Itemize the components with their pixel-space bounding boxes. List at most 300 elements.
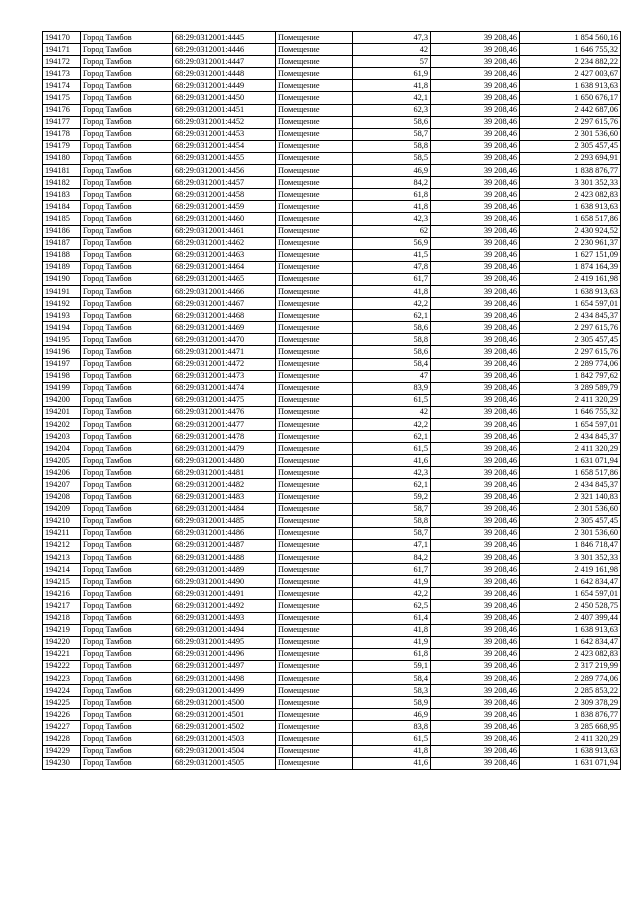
object-type-cell: Помещение [276,564,353,576]
row-id-cell: 194226 [43,709,81,721]
cadastral-number-cell: 68:29:0312001:4480 [173,455,276,467]
object-type-cell: Помещение [276,177,353,189]
row-id-cell: 194222 [43,660,81,672]
city-cell: Город Тамбов [81,733,173,745]
unit-price-cell: 39 208,46 [431,503,520,515]
area-cell: 62,5 [353,600,431,612]
cadastral-value-cell: 1 642 834,47 [520,636,621,648]
row-id-cell: 194227 [43,721,81,733]
unit-price-cell: 39 208,46 [431,709,520,721]
table-row [43,757,621,769]
row-id-cell: 194207 [43,479,81,491]
table-row [43,419,621,431]
city-cell: Город Тамбов [81,165,173,177]
row-id-cell: 194203 [43,431,81,443]
cadastral-number-cell: 68:29:0312001:4446 [173,44,276,56]
table-row [43,431,621,443]
cadastral-number-cell: 68:29:0312001:4458 [173,189,276,201]
row-id-cell: 194219 [43,624,81,636]
row-id-cell: 194183 [43,189,81,201]
object-type-cell: Помещение [276,140,353,152]
row-id-cell: 194215 [43,576,81,588]
object-type-cell: Помещение [276,406,353,418]
row-id-cell: 194193 [43,310,81,322]
area-cell: 61,5 [353,443,431,455]
cadastral-number-cell: 68:29:0312001:4452 [173,116,276,128]
cadastral-value-cell: 2 305 457,45 [520,334,621,346]
city-cell: Город Тамбов [81,358,173,370]
object-type-cell: Помещение [276,273,353,285]
table-row [43,80,621,92]
object-type-cell: Помещение [276,697,353,709]
table-row [43,322,621,334]
cadastral-number-cell: 68:29:0312001:4457 [173,177,276,189]
cadastral-value-cell: 2 427 003,67 [520,68,621,80]
object-type-cell: Помещение [276,576,353,588]
row-id-cell: 194188 [43,249,81,261]
area-cell: 42 [353,44,431,56]
cadastral-number-cell: 68:29:0312001:4464 [173,261,276,273]
row-id-cell: 194217 [43,600,81,612]
table-row [43,44,621,56]
city-cell: Город Тамбов [81,515,173,527]
area-cell: 61,7 [353,273,431,285]
row-id-cell: 194191 [43,285,81,297]
object-type-cell: Помещение [276,515,353,527]
cadastral-value-cell: 2 289 774,06 [520,358,621,370]
area-cell: 56,9 [353,237,431,249]
cadastral-number-cell: 68:29:0312001:4497 [173,660,276,672]
area-cell: 83,8 [353,721,431,733]
row-id-cell: 194171 [43,44,81,56]
table-row [43,285,621,297]
row-id-cell: 194208 [43,491,81,503]
table-row [43,443,621,455]
city-cell: Город Тамбов [81,406,173,418]
cadastral-value-cell: 1 646 755,32 [520,44,621,56]
table-row [43,527,621,539]
city-cell: Город Тамбов [81,225,173,237]
cadastral-value-cell: 2 442 687,06 [520,104,621,116]
cadastral-value-cell: 3 289 589,79 [520,382,621,394]
cadastral-number-cell: 68:29:0312001:4504 [173,745,276,757]
row-id-cell: 194206 [43,467,81,479]
object-type-cell: Помещение [276,322,353,334]
city-cell: Город Тамбов [81,636,173,648]
area-cell: 58,6 [353,322,431,334]
unit-price-cell: 39 208,46 [431,140,520,152]
row-id-cell: 194197 [43,358,81,370]
table-row [43,709,621,721]
table-row [43,56,621,68]
area-cell: 58,5 [353,152,431,164]
area-cell: 58,8 [353,515,431,527]
table-row [43,382,621,394]
table-row [43,660,621,672]
cadastral-number-cell: 68:29:0312001:4470 [173,334,276,346]
row-id-cell: 194229 [43,745,81,757]
cadastral-number-cell: 68:29:0312001:4502 [173,721,276,733]
unit-price-cell: 39 208,46 [431,358,520,370]
city-cell: Город Тамбов [81,80,173,92]
cadastral-number-cell: 68:29:0312001:4463 [173,249,276,261]
city-cell: Город Тамбов [81,261,173,273]
cadastral-number-cell: 68:29:0312001:4482 [173,479,276,491]
cadastral-number-cell: 68:29:0312001:4473 [173,370,276,382]
row-id-cell: 194223 [43,672,81,684]
cadastral-number-cell: 68:29:0312001:4451 [173,104,276,116]
area-cell: 58,6 [353,116,431,128]
cadastral-number-cell: 68:29:0312001:4453 [173,128,276,140]
unit-price-cell: 39 208,46 [431,479,520,491]
row-id-cell: 194170 [43,32,81,44]
object-type-cell: Помещение [276,745,353,757]
table-row [43,503,621,515]
row-id-cell: 194221 [43,648,81,660]
object-type-cell: Помещение [276,467,353,479]
city-cell: Город Тамбов [81,443,173,455]
city-cell: Город Тамбов [81,116,173,128]
unit-price-cell: 39 208,46 [431,310,520,322]
row-id-cell: 194224 [43,685,81,697]
object-type-cell: Помещение [276,358,353,370]
object-type-cell: Помещение [276,394,353,406]
cadastral-number-cell: 68:29:0312001:4485 [173,515,276,527]
table-row [43,576,621,588]
cadastral-number-cell: 68:29:0312001:4489 [173,564,276,576]
cadastral-value-cell: 2 450 528,75 [520,600,621,612]
city-cell: Город Тамбов [81,68,173,80]
cadastral-number-cell: 68:29:0312001:4471 [173,346,276,358]
cadastral-value-cell: 3 285 668,95 [520,721,621,733]
row-id-cell: 194182 [43,177,81,189]
unit-price-cell: 39 208,46 [431,745,520,757]
cadastral-number-cell: 68:29:0312001:4468 [173,310,276,322]
cadastral-value-cell: 2 423 082,83 [520,189,621,201]
cadastral-value-cell: 2 411 320,29 [520,394,621,406]
row-id-cell: 194230 [43,757,81,769]
cadastral-value-cell: 2 434 845,37 [520,479,621,491]
city-cell: Город Тамбов [81,213,173,225]
cadastral-number-cell: 68:29:0312001:4459 [173,201,276,213]
table-row [43,697,621,709]
city-cell: Город Тамбов [81,503,173,515]
table-row [43,745,621,757]
object-type-cell: Помещение [276,648,353,660]
object-type-cell: Помещение [276,310,353,322]
row-id-cell: 194178 [43,128,81,140]
table-row [43,491,621,503]
area-cell: 58,8 [353,140,431,152]
object-type-cell: Помещение [276,189,353,201]
city-cell: Город Тамбов [81,612,173,624]
area-cell: 46,9 [353,709,431,721]
area-cell: 47,3 [353,32,431,44]
object-type-cell: Помещение [276,370,353,382]
cadastral-value-cell: 1 638 913,63 [520,624,621,636]
area-cell: 58,4 [353,672,431,684]
unit-price-cell: 39 208,46 [431,685,520,697]
city-cell: Город Тамбов [81,128,173,140]
cadastral-value-cell: 2 434 845,37 [520,431,621,443]
row-id-cell: 194201 [43,406,81,418]
area-cell: 58,7 [353,128,431,140]
city-cell: Город Тамбов [81,177,173,189]
city-cell: Город Тамбов [81,152,173,164]
cadastral-value-cell: 2 430 924,52 [520,225,621,237]
table-row [43,370,621,382]
row-id-cell: 194179 [43,140,81,152]
object-type-cell: Помещение [276,298,353,310]
area-cell: 57 [353,56,431,68]
cadastral-number-cell: 68:29:0312001:4455 [173,152,276,164]
table-row [43,116,621,128]
cadastral-value-cell: 2 301 536,60 [520,527,621,539]
cadastral-value-cell: 1 838 876,77 [520,165,621,177]
object-type-cell: Помещение [276,660,353,672]
cadastral-value-cell: 2 230 961,37 [520,237,621,249]
table-row [43,334,621,346]
unit-price-cell: 39 208,46 [431,539,520,551]
unit-price-cell: 39 208,46 [431,80,520,92]
cadastral-value-cell: 1 631 071,94 [520,455,621,467]
unit-price-cell: 39 208,46 [431,515,520,527]
table-row [43,225,621,237]
city-cell: Город Тамбов [81,624,173,636]
unit-price-cell: 39 208,46 [431,322,520,334]
cadastral-value-cell: 1 638 913,63 [520,285,621,297]
object-type-cell: Помещение [276,128,353,140]
row-id-cell: 194186 [43,225,81,237]
table-row [43,612,621,624]
cadastral-number-cell: 68:29:0312001:4462 [173,237,276,249]
object-type-cell: Помещение [276,612,353,624]
object-type-cell: Помещение [276,285,353,297]
unit-price-cell: 39 208,46 [431,600,520,612]
city-cell: Город Тамбов [81,322,173,334]
city-cell: Город Тамбов [81,685,173,697]
cadastral-number-cell: 68:29:0312001:4454 [173,140,276,152]
row-id-cell: 194199 [43,382,81,394]
table-row [43,539,621,551]
table-row [43,588,621,600]
row-id-cell: 194209 [43,503,81,515]
cadastral-value-cell: 2 285 853,22 [520,685,621,697]
table-row [43,152,621,164]
unit-price-cell: 39 208,46 [431,612,520,624]
unit-price-cell: 39 208,46 [431,370,520,382]
city-cell: Город Тамбов [81,467,173,479]
cadastral-value-cell: 1 654 597,01 [520,419,621,431]
area-cell: 62,1 [353,310,431,322]
city-cell: Город Тамбов [81,709,173,721]
area-cell: 42,2 [353,298,431,310]
unit-price-cell: 39 208,46 [431,672,520,684]
area-cell: 58,3 [353,685,431,697]
area-cell: 61,8 [353,189,431,201]
cadastral-number-cell: 68:29:0312001:4478 [173,431,276,443]
unit-price-cell: 39 208,46 [431,225,520,237]
unit-price-cell: 39 208,46 [431,467,520,479]
row-id-cell: 194195 [43,334,81,346]
unit-price-cell: 39 208,46 [431,624,520,636]
cadastral-number-cell: 68:29:0312001:4501 [173,709,276,721]
table-row [43,213,621,225]
cadastral-value-cell: 1 838 876,77 [520,709,621,721]
object-type-cell: Помещение [276,334,353,346]
unit-price-cell: 39 208,46 [431,431,520,443]
area-cell: 42 [353,406,431,418]
table-row [43,165,621,177]
unit-price-cell: 39 208,46 [431,44,520,56]
unit-price-cell: 39 208,46 [431,491,520,503]
object-type-cell: Помещение [276,685,353,697]
table-row [43,189,621,201]
city-cell: Город Тамбов [81,672,173,684]
unit-price-cell: 39 208,46 [431,697,520,709]
row-id-cell: 194228 [43,733,81,745]
city-cell: Город Тамбов [81,382,173,394]
area-cell: 41,9 [353,576,431,588]
object-type-cell: Помещение [276,503,353,515]
cadastral-number-cell: 68:29:0312001:4474 [173,382,276,394]
cadastral-value-cell: 2 411 320,29 [520,733,621,745]
row-id-cell: 194214 [43,564,81,576]
unit-price-cell: 39 208,46 [431,382,520,394]
city-cell: Город Тамбов [81,648,173,660]
table-row [43,92,621,104]
cadastral-value-cell: 1 842 797,62 [520,370,621,382]
cadastral-number-cell: 68:29:0312001:4487 [173,539,276,551]
city-cell: Город Тамбов [81,539,173,551]
city-cell: Город Тамбов [81,745,173,757]
table-row [43,648,621,660]
city-cell: Город Тамбов [81,479,173,491]
table-row [43,358,621,370]
unit-price-cell: 39 208,46 [431,68,520,80]
area-cell: 61,5 [353,733,431,745]
city-cell: Город Тамбов [81,757,173,769]
area-cell: 84,2 [353,552,431,564]
object-type-cell: Помещение [276,225,353,237]
city-cell: Город Тамбов [81,564,173,576]
table-row [43,310,621,322]
object-type-cell: Помещение [276,92,353,104]
cadastral-number-cell: 68:29:0312001:4476 [173,406,276,418]
table-row [43,552,621,564]
area-cell: 59,2 [353,491,431,503]
cadastral-value-cell: 2 407 399,44 [520,612,621,624]
object-type-cell: Помещение [276,165,353,177]
row-id-cell: 194177 [43,116,81,128]
cadastral-number-cell: 68:29:0312001:4483 [173,491,276,503]
cadastral-value-cell: 2 411 320,29 [520,443,621,455]
city-cell: Город Тамбов [81,394,173,406]
cadastral-number-cell: 68:29:0312001:4499 [173,685,276,697]
cadastral-number-cell: 68:29:0312001:4469 [173,322,276,334]
area-cell: 41,6 [353,757,431,769]
table-row [43,467,621,479]
city-cell: Город Тамбов [81,92,173,104]
cadastral-value-cell: 1 658 517,86 [520,213,621,225]
object-type-cell: Помещение [276,346,353,358]
row-id-cell: 194210 [43,515,81,527]
cadastral-number-cell: 68:29:0312001:4465 [173,273,276,285]
cadastral-value-cell: 1 642 834,47 [520,576,621,588]
row-id-cell: 194205 [43,455,81,467]
table-row [43,479,621,491]
city-cell: Город Тамбов [81,660,173,672]
table-row [43,201,621,213]
unit-price-cell: 39 208,46 [431,648,520,660]
object-type-cell: Помещение [276,382,353,394]
row-id-cell: 194202 [43,419,81,431]
city-cell: Город Тамбов [81,298,173,310]
unit-price-cell: 39 208,46 [431,552,520,564]
cadastral-number-cell: 68:29:0312001:4503 [173,733,276,745]
table-row [43,177,621,189]
cadastral-number-cell: 68:29:0312001:4461 [173,225,276,237]
object-type-cell: Помещение [276,733,353,745]
area-cell: 62,3 [353,104,431,116]
unit-price-cell: 39 208,46 [431,721,520,733]
object-type-cell: Помещение [276,479,353,491]
cadastral-value-cell: 1 638 913,63 [520,745,621,757]
table-row [43,273,621,285]
city-cell: Город Тамбов [81,334,173,346]
city-cell: Город Тамбов [81,527,173,539]
object-type-cell: Помещение [276,80,353,92]
cadastral-value-cell: 2 293 694,91 [520,152,621,164]
cadastral-value-cell: 1 654 597,01 [520,298,621,310]
city-cell: Город Тамбов [81,56,173,68]
table-row [43,406,621,418]
unit-price-cell: 39 208,46 [431,116,520,128]
object-type-cell: Помещение [276,624,353,636]
object-type-cell: Помещение [276,249,353,261]
unit-price-cell: 39 208,46 [431,165,520,177]
area-cell: 42,3 [353,467,431,479]
area-cell: 61,7 [353,564,431,576]
unit-price-cell: 39 208,46 [431,733,520,745]
object-type-cell: Помещение [276,600,353,612]
unit-price-cell: 39 208,46 [431,660,520,672]
table-row [43,685,621,697]
unit-price-cell: 39 208,46 [431,104,520,116]
table-row [43,32,621,44]
area-cell: 41,5 [353,249,431,261]
area-cell: 58,8 [353,334,431,346]
table-row [43,394,621,406]
city-cell: Город Тамбов [81,552,173,564]
cadastral-value-cell: 2 297 615,76 [520,346,621,358]
object-type-cell: Помещение [276,443,353,455]
cadastral-value-cell: 1 631 071,94 [520,757,621,769]
cadastral-value-cell: 1 650 676,17 [520,92,621,104]
area-cell: 62,1 [353,479,431,491]
row-id-cell: 194216 [43,588,81,600]
unit-price-cell: 39 208,46 [431,298,520,310]
cadastral-value-cell: 1 846 718,47 [520,539,621,551]
unit-price-cell: 39 208,46 [431,636,520,648]
table-row [43,733,621,745]
area-cell: 42,1 [353,92,431,104]
row-id-cell: 194192 [43,298,81,310]
row-id-cell: 194211 [43,527,81,539]
cadastral-value-cell: 1 627 151,09 [520,249,621,261]
area-cell: 59,1 [353,660,431,672]
table-row [43,600,621,612]
